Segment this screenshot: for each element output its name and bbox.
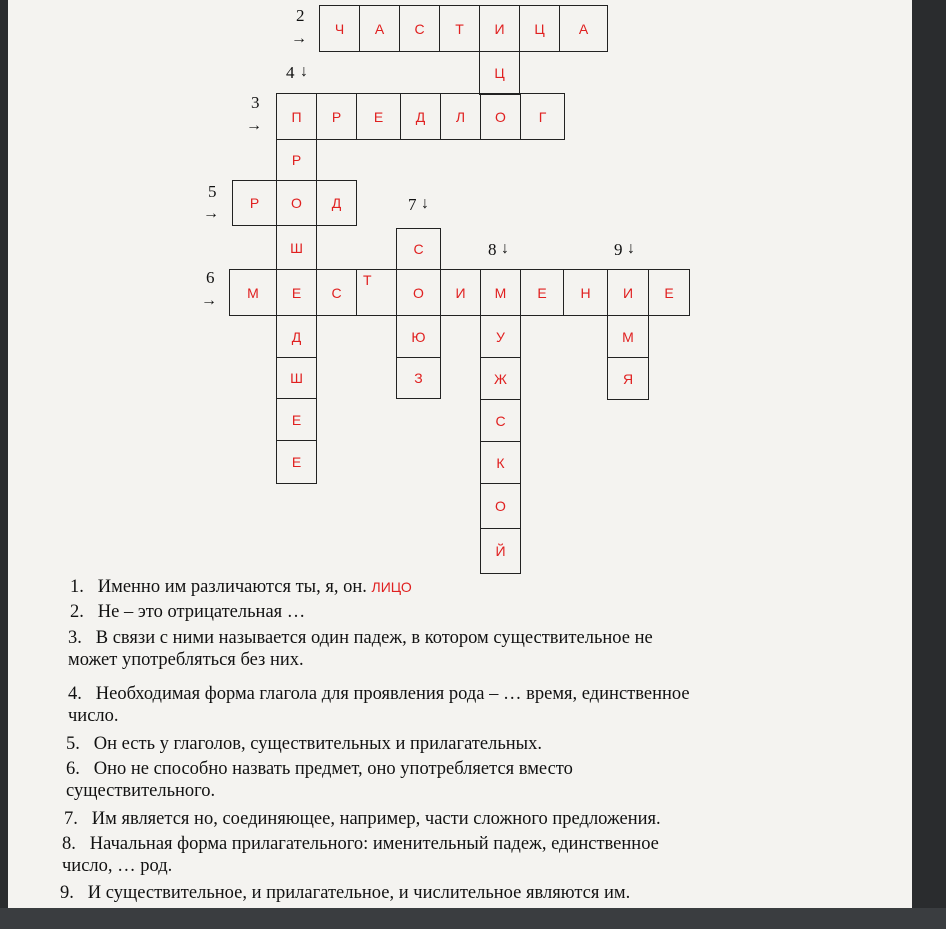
cell-6-5[interactable]: О: [396, 269, 441, 316]
cell-2-6[interactable]: Ц: [519, 5, 560, 52]
cell-7-1[interactable]: С: [396, 228, 441, 270]
number-5: 5: [208, 182, 217, 201]
cell-2-1[interactable]: Ч: [319, 5, 360, 52]
number-6: 6: [206, 268, 215, 287]
cell-6-2[interactable]: Е: [276, 269, 317, 316]
cell-4-9[interactable]: Е: [276, 440, 317, 484]
cell-6-11[interactable]: Е: [648, 269, 690, 316]
cell-8-4[interactable]: С: [480, 399, 521, 442]
cell-3-3[interactable]: Е: [356, 93, 401, 140]
cell-2-4[interactable]: Т: [439, 5, 480, 52]
cell-5-1[interactable]: Р: [232, 180, 277, 226]
cell-2-5[interactable]: И: [479, 5, 520, 52]
clue-4: 4. Необходимая форма глагола для проявления рода – … время, единственное число.: [68, 684, 690, 726]
cell-9-2[interactable]: М: [607, 315, 649, 358]
cell-6-8[interactable]: Е: [520, 269, 564, 316]
arrow-down-4: ↓: [300, 63, 308, 80]
cell-4-6[interactable]: Д: [276, 315, 317, 358]
cell-6-7[interactable]: М: [480, 269, 521, 316]
cell-6-6[interactable]: И: [440, 269, 481, 316]
clue-1-answer: ЛИЦО: [371, 579, 412, 595]
cell-2-2[interactable]: А: [359, 5, 400, 52]
cell-4-8[interactable]: Е: [276, 398, 317, 441]
cell-3-2[interactable]: Р: [316, 93, 357, 140]
clue-7: 7. Им является но, соединяющее, например, части сложного предложения.: [64, 809, 661, 829]
arrow-down-9: ↓: [627, 240, 635, 257]
cell-3-6[interactable]: О: [480, 93, 521, 140]
arrow-right-2: →: [291, 30, 307, 47]
cell-7-3[interactable]: Ю: [396, 315, 441, 358]
cell-5-2[interactable]: О: [276, 180, 317, 226]
clue-2: 2. Не – это отрицательная …: [70, 602, 306, 622]
cell-4-4[interactable]: Ш: [276, 225, 317, 270]
cell-2-7[interactable]: А: [559, 5, 608, 52]
cell-7-4[interactable]: З: [396, 357, 441, 399]
clue-8: 8. Начальная форма прилагательного: именительный падеж, единственное число, … род.: [62, 834, 659, 876]
clue-5: 5. Он есть у глаголов, существительных и прилагательных.: [66, 734, 542, 754]
clue-1: 1. Именно им различаются ты, я, он. ЛИЦО: [70, 577, 412, 597]
clue-9: 9. И существительное, и прилагательное, и числительное являются им.: [60, 883, 631, 903]
cell-8-6[interactable]: О: [480, 483, 521, 529]
clue-3: 3. В связи с ними называется один падеж, в котором существительное не может употребляться без них.: [68, 628, 653, 670]
number-3: 3: [251, 93, 260, 112]
cell-8-3[interactable]: Ж: [480, 357, 521, 400]
arrow-right-3: →: [246, 117, 262, 134]
cell-3-5[interactable]: Л: [440, 93, 481, 140]
cell-5-3[interactable]: Д: [316, 180, 357, 226]
cell-3-4[interactable]: Д: [400, 93, 441, 140]
cell-8-2[interactable]: У: [480, 315, 521, 358]
cell-3-7[interactable]: Г: [520, 93, 565, 140]
arrow-down-8: ↓: [501, 240, 509, 257]
cell-8-7[interactable]: Й: [480, 528, 521, 574]
bottom-bar: [0, 908, 946, 929]
cell-4-7[interactable]: Ш: [276, 357, 317, 399]
number-8: 8: [488, 240, 497, 259]
cell-6-10[interactable]: И: [607, 269, 649, 316]
number-7: 7: [408, 195, 417, 214]
cell-3-1[interactable]: П: [276, 93, 317, 140]
cell-6-3[interactable]: С: [316, 269, 357, 316]
cell-9-3[interactable]: Я: [607, 357, 649, 400]
cell-6-4[interactable]: Т: [356, 269, 397, 316]
arrow-right-5: →: [203, 205, 219, 222]
number-2: 2: [296, 6, 305, 25]
number-4: 4: [286, 63, 295, 82]
cell-8-5[interactable]: К: [480, 441, 521, 484]
cell-6-9[interactable]: Н: [563, 269, 608, 316]
arrow-right-6: →: [201, 292, 217, 309]
clue-6: 6. Оно не способно назвать предмет, оно употребляется вместо существительного.: [66, 759, 573, 801]
cell-2-3[interactable]: С: [399, 5, 440, 52]
worksheet-page: [8, 0, 912, 908]
number-9: 9: [614, 240, 623, 259]
cell-4-2[interactable]: Р: [276, 139, 317, 181]
cell-6-1[interactable]: М: [229, 269, 277, 316]
cell-extra-ts[interactable]: Ц: [479, 51, 520, 95]
arrow-down-7: ↓: [421, 195, 429, 212]
